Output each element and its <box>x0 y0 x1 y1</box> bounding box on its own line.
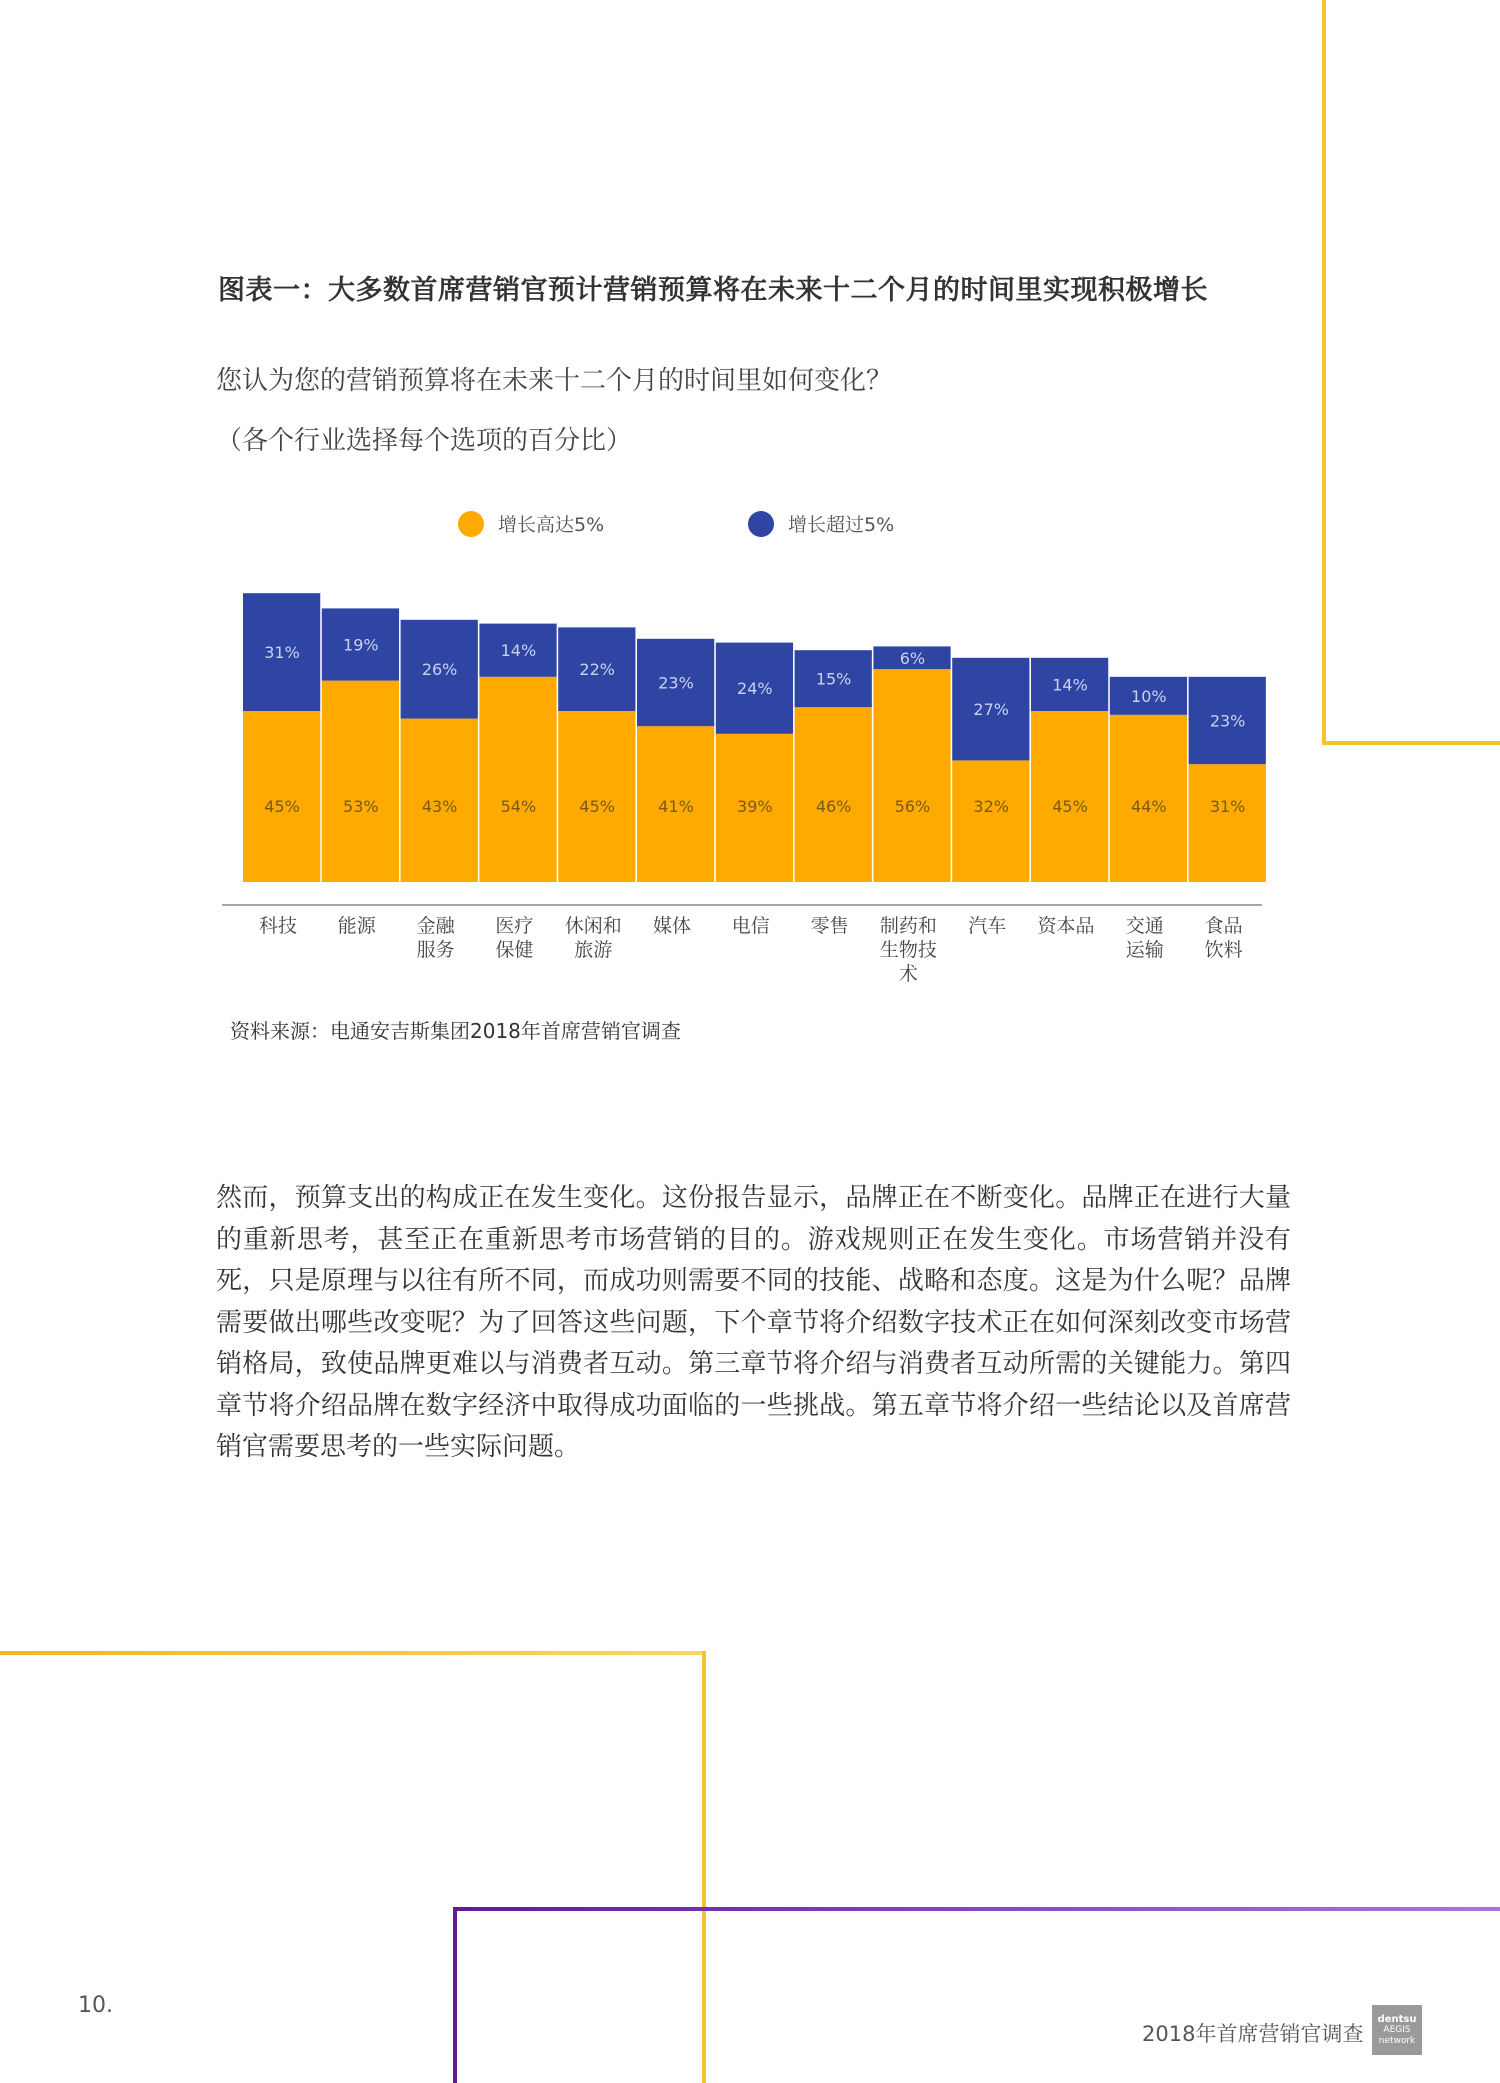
data-label-over-5: 15% <box>815 669 852 689</box>
data-label-up-to-5: 53% <box>343 797 379 816</box>
legend-label: 增长超过5% <box>788 514 895 536</box>
category-label: 术 <box>898 963 918 985</box>
purple-frame-horizontal <box>453 1907 1500 1911</box>
data-label-over-5: 26% <box>421 660 458 680</box>
category-label: 饮料 <box>1204 939 1243 961</box>
data-label-over-5: 23% <box>658 673 694 693</box>
chart-note: （各个行业选择每个选项的百分比） <box>216 426 633 456</box>
data-label-over-5: 10% <box>1131 686 1167 706</box>
category-label: 生物技 <box>879 939 937 961</box>
category-label: 零售 <box>810 915 849 937</box>
chart-question: 您认为您的营销预算将在未来十二个月的时间里如何变化？ <box>216 366 893 396</box>
data-label-up-to-5: 41% <box>658 797 694 816</box>
category-label: 服务 <box>416 939 455 961</box>
category-label: 媒体 <box>652 915 692 937</box>
data-label-up-to-5: 43% <box>421 797 458 816</box>
category-label: 休闲和 <box>564 915 622 937</box>
bar-segment-up-to-5 <box>322 681 400 882</box>
category-label: 科技 <box>258 915 298 937</box>
data-label-up-to-5: 44% <box>1131 797 1167 816</box>
logo-line: AEGIS <box>1383 2024 1411 2035</box>
logo-line: dentsu <box>1377 2013 1417 2025</box>
data-label-over-5: 14% <box>500 641 537 661</box>
data-label-over-5: 6% <box>899 648 926 668</box>
data-label-up-to-5: 56% <box>894 797 931 816</box>
category-label: 能源 <box>337 915 376 937</box>
category-label: 交通 <box>1125 915 1164 937</box>
category-label: 资本品 <box>1037 915 1095 937</box>
category-label: 电信 <box>731 915 770 937</box>
legend-label: 增长高达5% <box>498 514 605 536</box>
data-label-over-5: 22% <box>579 660 615 680</box>
footer-report-title: 2018年首席营销官调查 <box>1142 2022 1364 2046</box>
data-label-over-5: 31% <box>264 643 300 663</box>
data-label-over-5: 14% <box>1052 675 1088 695</box>
category-label: 金融 <box>416 915 455 937</box>
data-label-over-5: 19% <box>343 635 379 655</box>
data-label-up-to-5: 31% <box>1209 797 1246 816</box>
category-label: 制药和 <box>879 915 937 937</box>
category-label: 保健 <box>495 939 534 961</box>
category-label: 食品 <box>1204 915 1243 937</box>
logo-line: network <box>1378 2035 1416 2046</box>
data-label-over-5: 23% <box>1209 711 1246 731</box>
category-label: 运输 <box>1125 939 1164 961</box>
gold-frame-bottom-vertical <box>702 1651 706 2083</box>
data-label-up-to-5: 39% <box>737 797 773 816</box>
bar-segment-up-to-5 <box>1189 764 1267 882</box>
category-label: 旅游 <box>574 939 613 961</box>
bar-segment-up-to-5 <box>795 707 873 882</box>
data-label-up-to-5: 46% <box>815 797 852 816</box>
data-label-up-to-5: 45% <box>264 797 300 816</box>
purple-frame-vertical <box>453 1907 457 2083</box>
data-label-over-5: 27% <box>973 700 1009 720</box>
gold-frame-bottom-horizontal <box>0 1651 706 1655</box>
body-paragraph: 然而，预算支出的构成正在发生变化。这份报告显示，品牌正在不断变化。品牌正在进行大量的重新思考，甚至正在重新思考市场营销的目的。游戏规则正在发生变化。市场营销并没有死，只是原理与以往有所不同，而成功则需要不同的技能、战略和态度。这是为什么呢？品牌需要做出哪些改变呢？为了回答这些问题，下个章节将介绍数字技术正在如何深刻改变市场营销格局，致使品牌更难以与消费者互动。第三章节将介绍与消费者互动所需的关键能力。第四章节将介绍品牌在数字经济中取得成功面临的一些挑战。第五章节将介绍一些结论以及首席营销官需要思考的一些实际问题。 <box>216 1183 1291 1462</box>
data-label-up-to-5: 32% <box>973 797 1009 816</box>
data-label-up-to-5: 54% <box>500 797 537 816</box>
data-label-up-to-5: 45% <box>579 797 615 816</box>
stacked-bar-chart <box>0 0 1500 1000</box>
bar-segment-up-to-5 <box>479 677 557 882</box>
data-label-up-to-5: 45% <box>1052 797 1088 816</box>
page-number: 10. <box>78 1993 113 2018</box>
source-note: 资料来源：电通安吉斯集团2018年首席营销官调查 <box>230 1019 681 1043</box>
category-label: 医疗 <box>495 915 534 937</box>
data-label-over-5: 24% <box>737 679 773 699</box>
bar-segment-up-to-5 <box>952 760 1030 882</box>
category-label: 汽车 <box>968 915 1007 937</box>
bar-segment-up-to-5 <box>873 669 951 882</box>
dentsu-aegis-logo <box>1372 2005 1422 2055</box>
chart-title: 图表一：大多数首席营销官预计营销预算将在未来十二个月的时间里实现积极增长 <box>218 275 1208 306</box>
